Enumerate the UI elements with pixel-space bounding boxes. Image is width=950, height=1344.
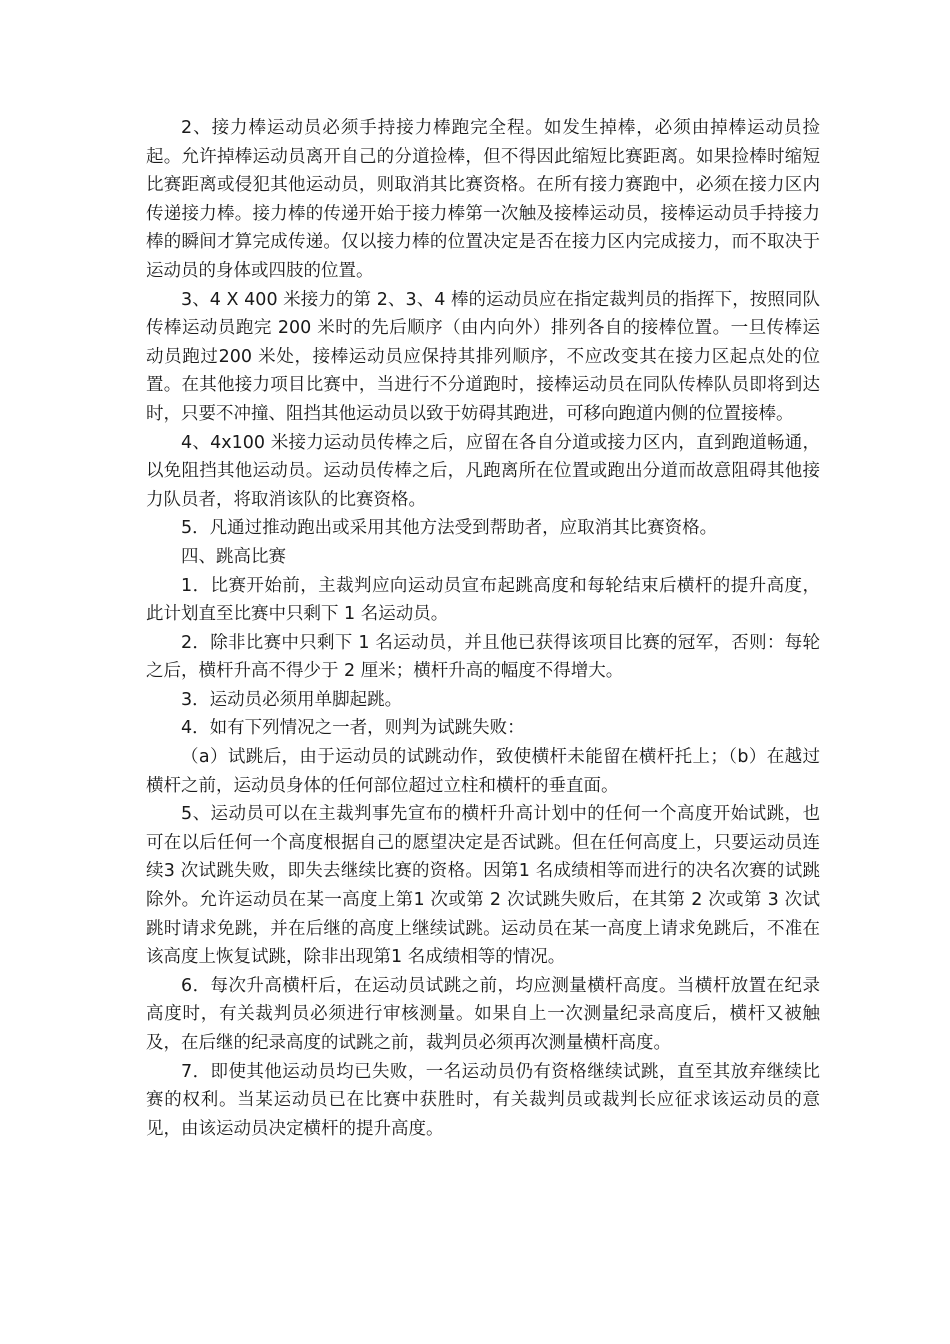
- paragraph-relay-assistance-rule-5: 5．凡通过推动跑出或采用其他方法受到帮助者，应取消其比赛资格。: [181, 518, 718, 539]
- paragraph-high-jump-rule-2: 2．除非比赛中只剩下 1 名运动员，并且他已获得该项目比赛的冠军，否则：每轮之后，横杆升高不得少于 2 厘米；横杆升高的幅度不得增大。: [146, 632, 820, 682]
- paragraph-relay-4x400-rule-3: 3、4 X 400 米接力的第 2、3、4 棒的运动员应在指定裁判员的指挥下，按照同队传棒运动员跑完 200 米时的先后顺序（由内向外）排列各自的接棒位置。一旦传棒运动员跑过200 米处，接棒运动员应保持其排列顺序，不应改变其在接力区起点处的位置。在其他接力项目比赛中，当进行不分道跑时，接棒运动员在同队传棒队员即将到达时，只要不冲撞、阻挡其他运动员以致于妨碍其跑进，可移向跑道内侧的位置接棒。: [146, 289, 820, 424]
- paragraph-relay-baton-rule-2: 2、接力棒运动员必须手持接力棒跑完全程。如发生掉棒，必须由掉棒运动员捡起。允许掉棒运动员离开自己的分道捡棒，但不得因此缩短比赛距离。如果捡棒时缩短比赛距离或侵犯其他运动员，则取消其比赛资格。在所有接力赛跑中，必须在接力区内传递接力棒。接力棒的传递开始于接力棒第一次触及接棒运动员，接棒运动员手持接力棒的瞬间才算完成传递。仅以接力棒的位置决定是否在接力区内完成接力，而不取决于运动员的身体或四肢的位置。: [146, 118, 820, 281]
- document-body: [146, 114, 820, 1143]
- paragraph-high-jump-rule-1: 1．比赛开始前，主裁判应向运动员宣布起跳高度和每轮结束后横杆的提升高度，此计划直至比赛中只剩下 1 名运动员。: [146, 575, 820, 625]
- paragraph-high-jump-rule-6: 6．每次升高横杆后，在运动员试跳之前，均应测量横杆高度。当横杆放置在纪录高度时，有关裁判员必须进行审核测量。如果自上一次测量纪录高度后，横杆又被触及，在后继的纪录高度的试跳之前，裁判员必须再次测量横杆高度。: [146, 975, 820, 1053]
- paragraph-high-jump-rule-3: 3．运动员必须用单脚起跳。: [181, 689, 403, 710]
- paragraph-high-jump-rule-4-items: （a）试跳后，由于运动员的试跳动作，致使横杆未能留在横杆托上；（b）在越过横杆之前，运动员身体的任何部位超过立柱和横杆的垂直面。: [146, 747, 820, 796]
- paragraph-relay-4x100-rule-4: 4、4x100 米接力运动员传棒之后，应留在各自分道或接力区内，直到跑道畅通，以免阻挡其他运动员。运动员传棒之后，凡跑离所在位置或跑出分道而故意阻碍其他接力队员者，将取消该队的比赛资格。: [146, 432, 820, 510]
- paragraph-high-jump-rule-5: 5、运动员可以在主裁判事先宣布的横杆升高计划中的任何一个高度开始试跳，也可在以后任何一个高度根据自己的愿望决定是否试跳。但在任何高度上，只要运动员连续3 次试跳失败，即失去继续比赛的资格。因第1 名成绩相等而进行的决名次赛的试跳除外。允许运动员在某一高度上第1 次或第 2 次试跳失败后，在其第 2 次或第 3 次试跳时请求免跳，并在后继的高度上继续试跳。运动员在某一高度上请求免跳后，不准在该高度上恢复试跳，除非出现第1 名成绩相等的情况。: [146, 804, 820, 968]
- paragraph-high-jump-rule-7: 7．即使其他运动员均已失败，一名运动员仍有资格继续试跳，直至其放弃继续比赛的权利。当某运动员已在比赛中获胜时，有关裁判员或裁判长应征求该运动员的意见，由该运动员决定横杆的提升高度。: [146, 1061, 820, 1139]
- section-heading-high-jump: 四、跳高比赛: [181, 546, 286, 567]
- paragraph-high-jump-rule-4: 4．如有下列情况之一者，则判为试跳失败：: [181, 718, 525, 739]
